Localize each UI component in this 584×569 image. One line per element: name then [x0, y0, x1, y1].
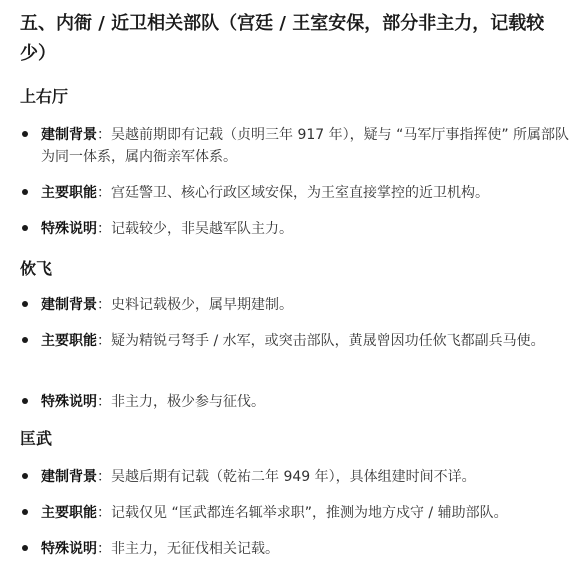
- bullet-icon: [22, 337, 28, 343]
- list-item: [22, 502, 570, 524]
- list-item: [22, 294, 570, 316]
- list-item: [22, 538, 570, 560]
- label-colon: ：: [97, 297, 111, 313]
- item-label: 特殊说明: [41, 221, 97, 237]
- list-item: [22, 182, 570, 204]
- label-colon: ：: [97, 221, 111, 237]
- item-label: 建制背景: [41, 127, 97, 143]
- bullet-icon: [22, 473, 28, 479]
- bullet-icon: [22, 545, 28, 551]
- subsection-title-cifei: 佽飞: [20, 259, 53, 278]
- list-item: [22, 218, 570, 240]
- bullet-icon: [22, 509, 28, 515]
- list-item: [22, 466, 570, 488]
- item-label: 建制背景: [41, 297, 97, 313]
- item-label: 特殊说明: [41, 541, 97, 557]
- item-label: 主要职能: [41, 333, 97, 349]
- item-label: 主要职能: [41, 185, 97, 201]
- label-colon: ：: [97, 541, 111, 557]
- item-label: 主要职能: [41, 505, 97, 521]
- label-colon: ：: [97, 333, 111, 349]
- label-colon: ：: [97, 505, 111, 521]
- label-colon: ：: [97, 469, 111, 485]
- item-text: 宫廷警卫、核心行政区域安保，为王室直接掌控的近卫机构。: [111, 185, 489, 201]
- bullet-icon: [22, 131, 28, 137]
- item-label: 建制背景: [41, 469, 97, 485]
- item-text: 疑为精锐弓弩手 / 水军，或突击部队，黄晟曾因功任佽飞都副兵马使。: [111, 333, 545, 349]
- label-colon: ：: [97, 394, 111, 410]
- item-text: 非主力，极少参与征伐。: [111, 394, 265, 410]
- bullet-icon: [22, 225, 28, 231]
- label-colon: ：: [97, 185, 111, 201]
- item-text: 史料记载极少，属早期建制。: [111, 297, 293, 313]
- item-text: 非主力，无征伐相关记载。: [111, 541, 279, 557]
- list-item: [22, 330, 570, 352]
- item-text: 记载仅见 “匡武都连名辄举求职”，推测为地方戍守 / 辅助部队。: [111, 505, 508, 521]
- item-label: 特殊说明: [41, 394, 97, 410]
- section-heading: 五、内衙 / 近卫相关部队（宫廷 / 王室安保，部分非主力，记载较少）: [20, 13, 545, 64]
- bullet-icon: [22, 398, 28, 404]
- item-text: 吴越前期即有记载（贞明三年 917 年），疑与 “马军厅事指挥使” 所属部队为同一体系，属内衙亲军体系。: [41, 127, 570, 165]
- bullet-icon: [22, 301, 28, 307]
- label-colon: ：: [97, 127, 111, 143]
- bullet-icon: [22, 189, 28, 195]
- list-item: [22, 391, 570, 413]
- item-text: 记载较少，非吴越军队主力。: [111, 221, 293, 237]
- list-item: [22, 124, 570, 168]
- subsection-title-kuangwu: 匡武: [20, 429, 53, 448]
- subsection-title-shangyouting: 上右厅: [20, 87, 69, 106]
- item-text: 吴越后期有记载（乾祐二年 949 年），具体组建时间不详。: [111, 469, 476, 485]
